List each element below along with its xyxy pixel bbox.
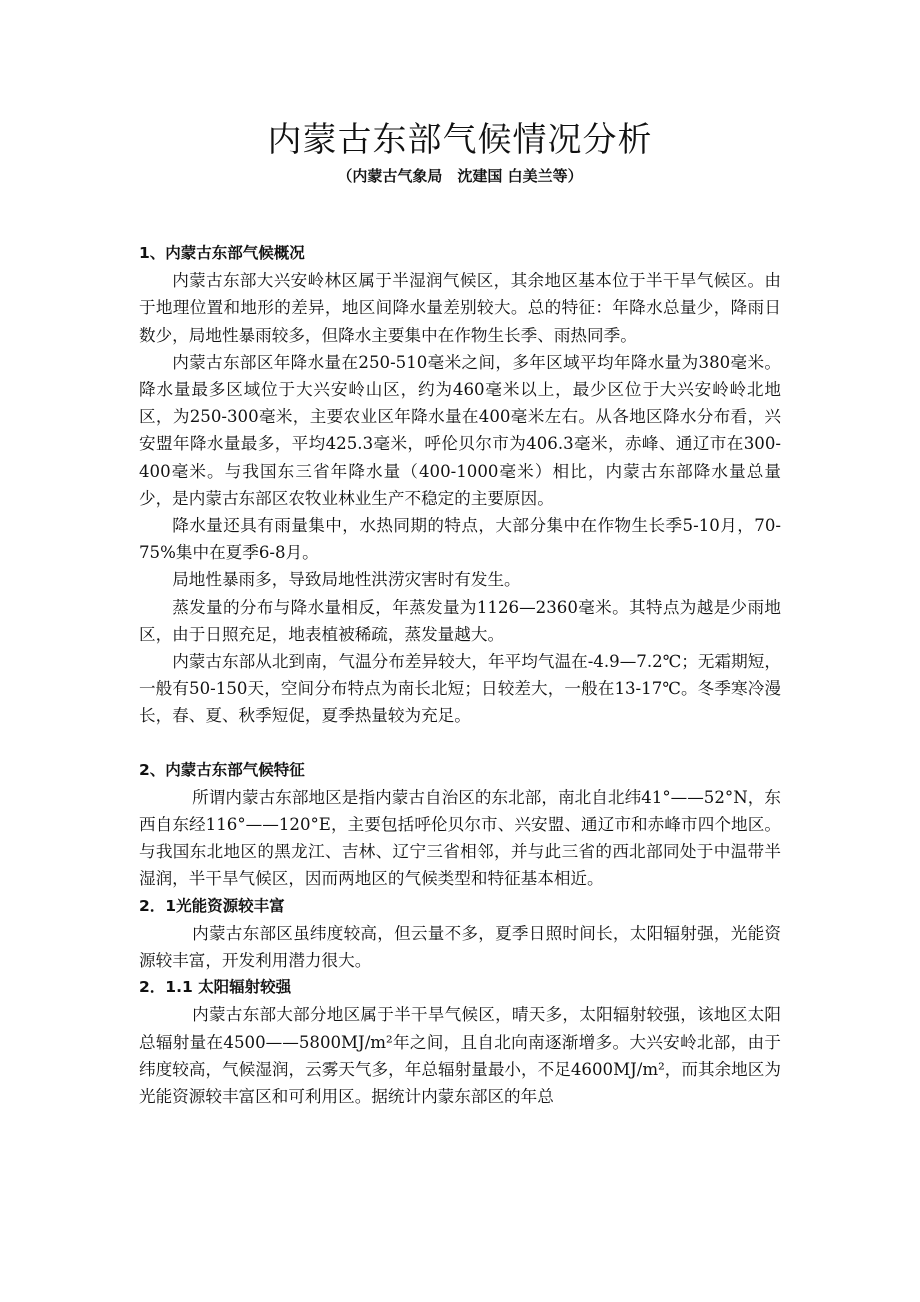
section-1-paragraph: 蒸发量的分布与降水量相反，年蒸发量为1126—2360毫米。其特点为越是少雨地区，由于日照充足，地表植被稀疏，蒸发量越大。 (139, 597, 781, 644)
section-1-paragraph: 局地性暴雨多，导致局地性洪涝灾害时有发生。 (172, 570, 521, 590)
section-2-paragraph: 所谓内蒙古东部地区是指内蒙古自治区的东北部，南北自北纬41°——52°N，东西自东经116°——120°E，主要包括呼伦贝尔市、兴安盟、通辽市和赤峰市四个地区。与我国东北地区的黑龙江、吉林、辽宁三省相邻，并与此三省的西北部同处于中温带半湿润，半干旱气候区，因而两地区的气候类型和特征基本相近。 (139, 787, 781, 889)
section-1-paragraph: 内蒙古东部大兴安岭林区属于半湿润气候区，其余地区基本位于半干旱气候区。由于地理位置和地形的差异，地区间降水量差别较大。总的特征：年降水总量少，降雨日数少，局地性暴雨较多，但降水主要集中在作物生长季、雨热同季。 (139, 271, 781, 345)
section-2-1-paragraph: 内蒙古东部区虽纬度较高，但云量不多，夏季日照时间长，太阳辐射强，光能资源较丰富，开发利用潜力很大。 (139, 923, 781, 971)
section-2-1-1-heading: 2．1.1 太阳辐射较强 (139, 978, 292, 997)
section-1-paragraph: 内蒙古东部从北到南，气温分布差异较大，年平均气温在-4.9—7.2℃；无霜期短，一般有50-150天，空间分布特点为南长北短；日较差大，一般在13-17℃。冬季寒冷漫长，春、夏、秋季短促，夏季热量较为充足。 (139, 652, 781, 726)
section-1-paragraph: 内蒙古东部区年降水量在250-510毫米之间，多年区域平均年降水量为380毫米。降水量最多区域位于大兴安岭山区，约为460毫米以上，最少区位于大兴安岭岭北地区，为250-300毫米，主要农业区年降水量在400毫米左右。从各地区降水分布看，兴安盟年降水量最多，平均425.3毫米，呼伦贝尔市为406.3毫米，赤峰、通辽市在300-400毫米。与我国东三省年降水量（400-1000毫米）相比，内蒙古东部降水量总量少，是内蒙古东部区农牧业林业生产不稳定的主要原因。 (139, 352, 781, 508)
document-authors: （内蒙古气象局 沈建国 白美兰等） (337, 167, 583, 185)
section-2-heading: 2、内蒙古东部气候特征 (139, 760, 305, 779)
document-title: 内蒙古东部气候情况分析 (267, 120, 653, 160)
section-1-heading: 1、内蒙古东部气候概况 (139, 244, 305, 262)
section-1-paragraph: 降水量还具有雨量集中，水热同期的特点，大部分集中在作物生长季5-10月，70-75%集中在夏季6-8月。 (139, 516, 781, 563)
section-2-1-1-paragraph: 内蒙古东部大部分地区属于半干旱气候区，晴天多，太阳辐射较强，该地区太阳总辐射量在4500——5800MJ/m²年之间，且自北向南逐渐增多。大兴安岭北部，由于纬度较高，气候湿润，云雾天气多，年总辐射量最小，不足4600MJ/m²，而其余地区为光能资源较丰富区和可利用区。据统计内蒙东部区的年总 (139, 1005, 781, 1107)
section-2-1-heading: 2．1光能资源较丰富 (139, 896, 285, 915)
document-body (139, 240, 781, 1110)
